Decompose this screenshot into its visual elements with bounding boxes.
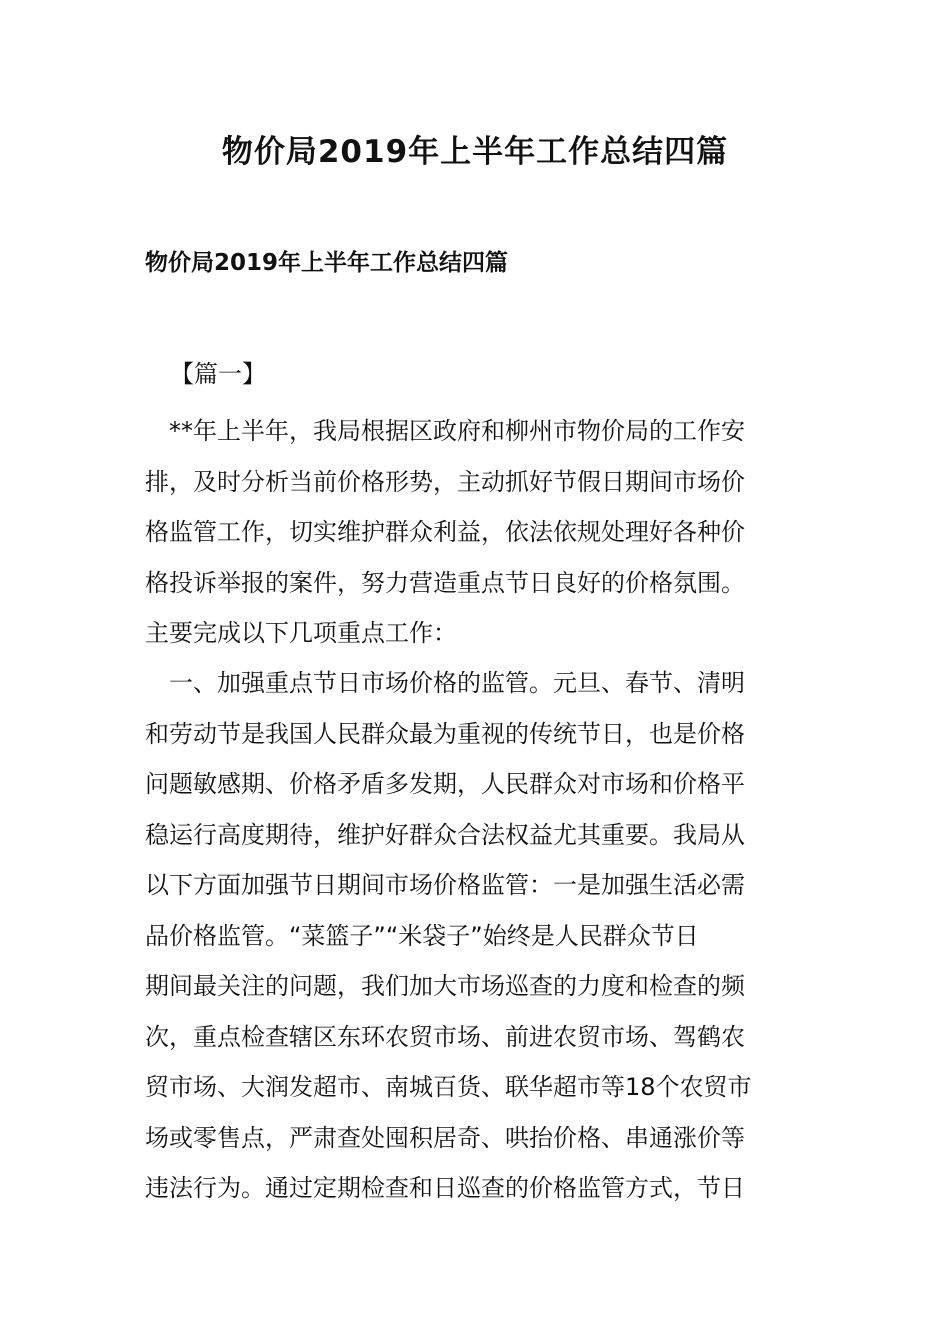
paragraph-line: 和劳动节是我国人民群众最为重视的传统节日，也是价格 xyxy=(145,719,745,748)
document-subtitle: 物价局2019年上半年工作总结四篇 xyxy=(145,250,509,276)
paragraph-line: 格监管工作，切实维护群众利益，依法依规处理好各种价 xyxy=(145,518,745,546)
paragraph-1 xyxy=(145,406,795,659)
paragraph-line: 排，及时分析当前价格形势，主动抓好节假日期间市场价 xyxy=(145,467,745,496)
paragraph-line: 主要完成以下几项重点工作： xyxy=(145,619,457,647)
section-label: 【篇一】 xyxy=(170,360,266,388)
document-title: 物价局2019年上半年工作总结四篇 xyxy=(221,134,729,170)
paragraph-line: 稳运行高度期待，维护好群众合法权益尤其重要。我局从 xyxy=(145,820,745,849)
paragraph-line: 期间最关注的问题，我们加大市场巡查的力度和检查的频 xyxy=(145,972,745,1000)
paragraph-line: 品价格监管。“菜篮子”“米袋子”始终是人民群众节日 xyxy=(145,921,699,950)
paragraph-line: 问题敏感期、价格矛盾多发期，人民群众对市场和价格平 xyxy=(145,770,745,798)
paragraph-line: 次，重点检查辖区东环农贸市场、前进农贸市场、驾鹤农 xyxy=(145,1022,745,1051)
paragraph-2 xyxy=(145,658,795,1214)
paragraph-line: 一、加强重点节日市场价格的监管。元旦、春节、清明 xyxy=(145,669,745,697)
paragraph-line: 违法行为。通过定期检查和日巡查的价格监管方式，节日 xyxy=(145,1174,745,1202)
paragraph-line: 以下方面加强节日期间市场价格监管：一是加强生活必需 xyxy=(145,871,745,899)
paragraph-line: 场或零售点，严肃查处囤积居奇、哄抬价格、串通涨价等 xyxy=(145,1123,745,1152)
paragraph-line: 贸市场、大润发超市、南城百货、联华超市等18个农贸市 xyxy=(145,1073,752,1101)
paragraph-line: **年上半年，我局根据区政府和柳州市物价局的工作安 xyxy=(145,417,745,445)
paragraph-line: 格投诉举报的案件，努力营造重点节日良好的价格氛围。 xyxy=(145,568,745,597)
